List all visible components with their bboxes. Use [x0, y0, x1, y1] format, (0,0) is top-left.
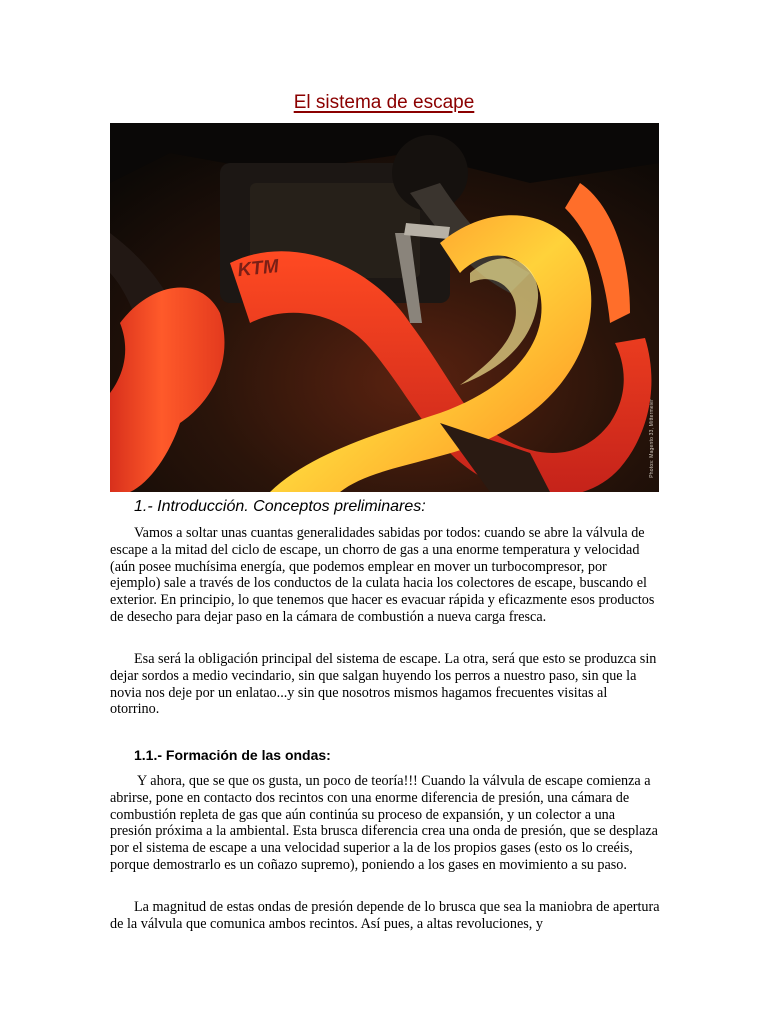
paragraph: Vamos a soltar unas cuantas generalidades sabidas por todos: cuando se abre la válvula de escape a la mitad del ciclo de escape, un chorro de gas a una enorme temperatura y velocidad (aún posee muchísima energía, que podemos emplear en mover un turbocompresor, por ejemplo) sale a través de los conductos de la culata hacia los colectores de escape, buscando el exterior. En principio, lo que tenemos que hacer es evacuar rápida y eficazmente esos productos de desecho para dejar paso en la cámara de combustión a nueva carga fresca. — [110, 525, 655, 625]
glowing-exhaust-headers-image — [110, 123, 659, 492]
paragraph: Esa será la obligación principal del sistema de escape. La otra, será que esto se produzca sin dejar sordos a medio vecindario, sin que salgan huyendo los perros a nuestro paso, sin que la novia nos deje por un enlatao...y sin que nosotros mismos hagamos frecuentes visitas al otorrino. — [110, 651, 657, 718]
paragraph: La magnitud de estas ondas de presión depende de lo brusca que sea la maniobra de apertura de la válvula que comunica ambos recintos. Así pues, a altas revoluciones, y — [110, 899, 660, 932]
section-heading-introduccion: 1.- Introducción. Conceptos preliminares: — [134, 498, 426, 515]
document-title: El sistema de escape — [293, 92, 475, 113]
paragraph: Y ahora, que se que os gusta, un poco de teoría!!! Cuando la válvula de escape comienza a abrirse, pone en contacto dos recintos con una enorme diferencia de presión, una cámara de combustión repleta de gas que aún continúa su proceso de expansión, y un colector a una presión próxima a la ambiental. Esta brusca diferencia crea una onda de presión, que se desplaza por el sistema de escape a una velocidad superior a la de los propios gases (esto os lo creéis, porque demostrarlo es un coñazo supremo), poniendo a los gases en movimiento a su paso. — [110, 773, 658, 873]
ktm-logo: KTM — [236, 256, 280, 282]
photo-credit: Photos: Magento 33, Mittermeier — [649, 399, 655, 478]
exhaust-photo — [110, 123, 659, 492]
section-heading-formacion-ondas: 1.1.- Formación de las ondas: — [134, 747, 331, 763]
